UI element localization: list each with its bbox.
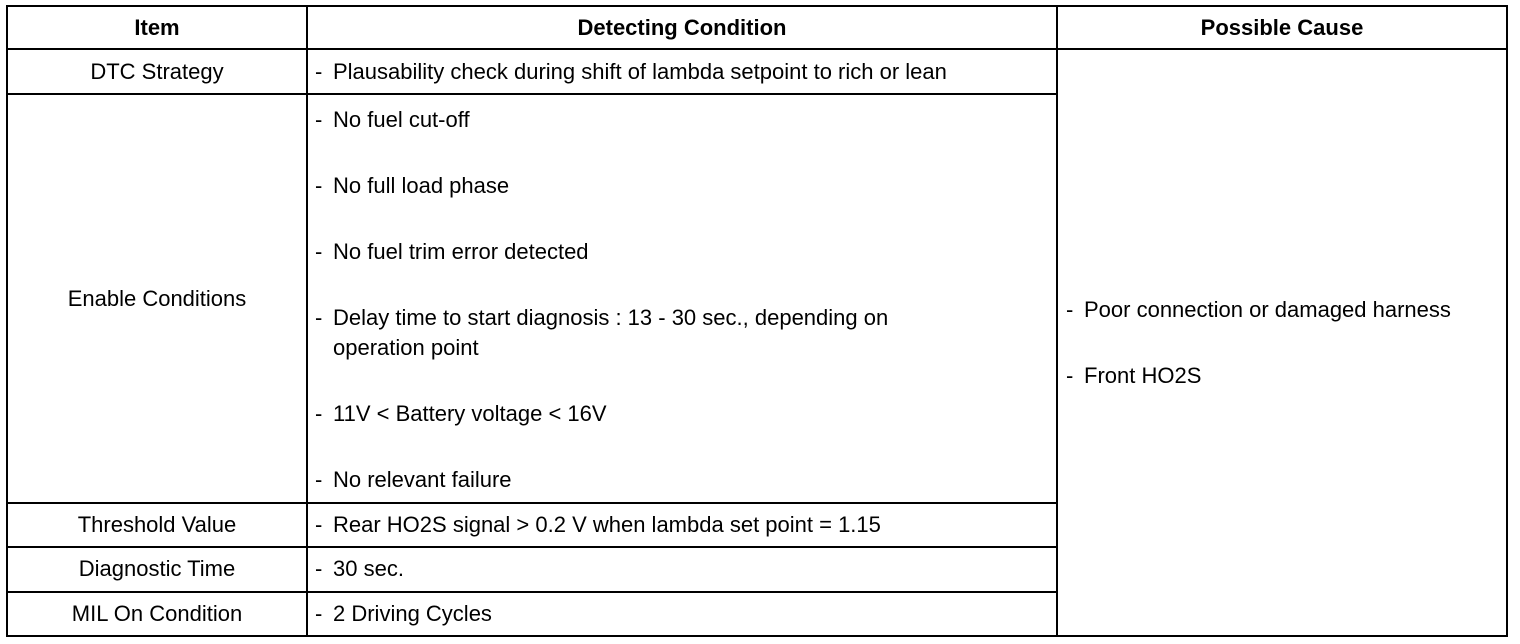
bullet-dash: - bbox=[315, 305, 323, 331]
bullet-dash: - bbox=[1066, 362, 1074, 388]
bullet-dash: - bbox=[315, 401, 323, 427]
bullet-dash: - bbox=[315, 512, 323, 538]
dtc-table bbox=[6, 5, 1508, 637]
bullet-dash: - bbox=[315, 239, 323, 265]
header-detecting-condition: Detecting Condition bbox=[307, 6, 1057, 49]
bullet-dash: - bbox=[1066, 296, 1074, 322]
condition-text: Rear HO2S signal > 0.2 V when lambda set point = 1.15 bbox=[333, 512, 881, 538]
bullet-dash: - bbox=[315, 556, 323, 582]
header-row bbox=[7, 6, 1507, 49]
bullet-dash: - bbox=[315, 173, 323, 199]
item-diagnostic-time: Diagnostic Time bbox=[7, 547, 307, 591]
condition-text: No fuel trim error detected bbox=[333, 239, 589, 265]
condition-text: Plausability check during shift of lambda setpoint to rich or lean bbox=[333, 58, 947, 84]
header-possible-cause: Possible Cause bbox=[1057, 6, 1507, 49]
item-mil-on-condition: MIL On Condition bbox=[7, 592, 307, 636]
condition-text: 30 sec. bbox=[333, 556, 404, 582]
bullet-dash: - bbox=[315, 467, 323, 493]
condition-text: No fuel cut-off bbox=[333, 107, 470, 133]
cause-text: Front HO2S bbox=[1084, 362, 1202, 388]
condition-enable-conditions bbox=[307, 94, 1057, 502]
condition-text: No relevant failure bbox=[333, 467, 512, 493]
item-enable-conditions: Enable Conditions bbox=[7, 94, 307, 502]
condition-threshold-value bbox=[307, 503, 1057, 547]
condition-diagnostic-time bbox=[307, 547, 1057, 591]
condition-mil-on-condition bbox=[307, 592, 1057, 636]
bullet-dash: - bbox=[315, 58, 323, 84]
table-row-dtc-strategy bbox=[7, 49, 1507, 94]
header-item: Item bbox=[7, 6, 307, 49]
item-threshold-value: Threshold Value bbox=[7, 503, 307, 547]
possible-cause-cell bbox=[1057, 49, 1507, 636]
condition-dtc-strategy bbox=[307, 49, 1057, 94]
bullet-dash: - bbox=[315, 107, 323, 133]
item-dtc-strategy: DTC Strategy bbox=[7, 49, 307, 94]
cause-text: Poor connection or damaged harness bbox=[1084, 296, 1451, 322]
bullet-dash: - bbox=[315, 600, 323, 626]
condition-text: 2 Driving Cycles bbox=[333, 600, 492, 626]
condition-text: 11V < Battery voltage < 16V bbox=[333, 401, 607, 427]
condition-text: Delay time to start diagnosis : 13 - 30 sec., depending on operation point bbox=[333, 305, 889, 361]
condition-text: No full load phase bbox=[333, 173, 510, 199]
